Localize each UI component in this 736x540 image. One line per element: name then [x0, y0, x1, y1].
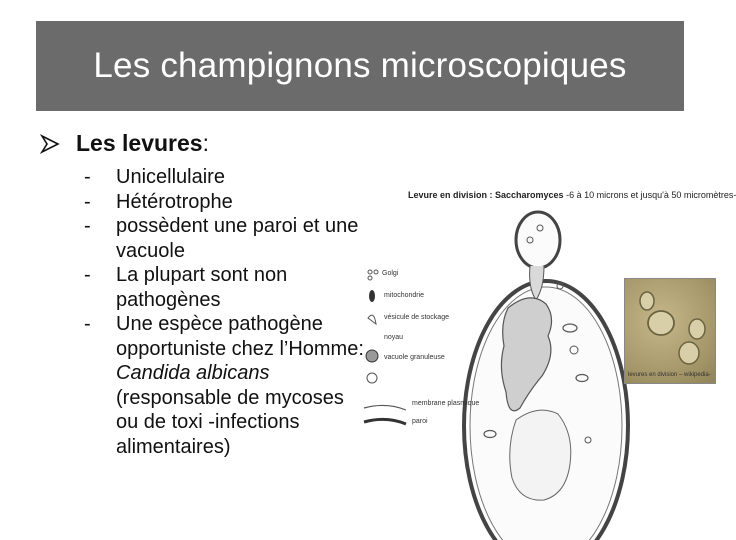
arrow-bullet-icon: [40, 134, 60, 154]
legend-vesicule: vésicule de stockage: [384, 314, 449, 321]
heading-bold: Les levures: [76, 130, 203, 156]
legend-vacuole: vacuole granuleuse: [384, 354, 445, 361]
list-item: - Une espèce pathogène opportuniste chez l’Homme: Candida albicans (responsable de mycoses ou de toxi -infections alimentaires): [84, 313, 364, 458]
list-item: - possèdent une paroi et une vacuole: [84, 215, 359, 262]
species-name: Candida albicans: [116, 362, 270, 384]
list-item: - La plupart sont non pathogènes: [84, 264, 288, 311]
slide-title: Les champignons microscopiques: [93, 46, 627, 85]
photo-caption: levures en division – wikipedia-: [628, 372, 711, 378]
legend-golgi: Golgi: [382, 270, 399, 277]
micrograph-photo: [624, 278, 716, 384]
yeast-cells-photo: [625, 279, 715, 383]
list-item: - Unicellulaire: [84, 166, 225, 188]
legend-noyau: noyau: [384, 334, 404, 341]
figure-title: Levure en division : Saccharomyces -6 à 10 microns et jusqu'à 50 micromètres-: [408, 190, 736, 200]
bud: [516, 212, 560, 268]
heading-colon: :: [202, 130, 209, 156]
legend-paroi: paroi: [412, 418, 428, 425]
yeast-figure: [360, 178, 736, 540]
title-bar: [36, 21, 684, 111]
legend-mitochondrie: mitochondrie: [384, 292, 425, 299]
bullet-list: [80, 165, 370, 459]
legend-membrane: membrane plasmique: [412, 400, 480, 407]
list-item: - Hétérotrophe: [84, 190, 233, 213]
vacuole: [510, 410, 571, 500]
section-heading: [40, 130, 209, 157]
